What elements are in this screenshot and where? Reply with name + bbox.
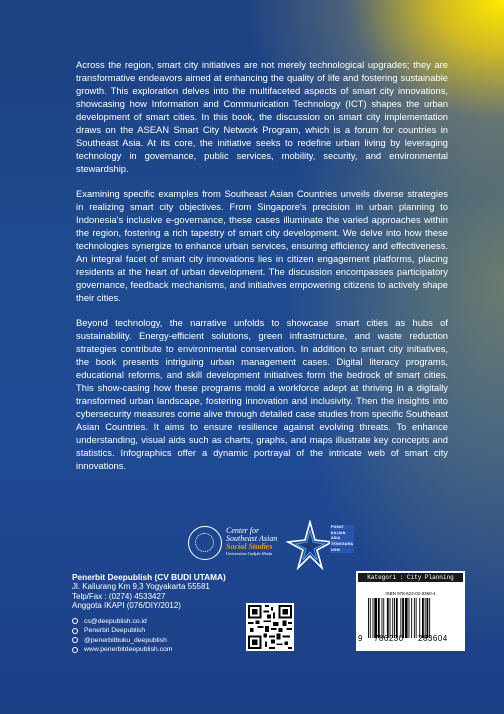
- synopsis-paragraph-3: Beyond technology, the narrative unfolds to showcase smart cities as hubs of sustainability. Energy-efficient solutions, green infrastructure, and waste reduction strategies contribute to environmental conservation. In addition to smart city initiatives, the book presents intriguing urban management cases. Digital literacy programs, educational reforms, and skill development initiatives form the bedrock of smart cities. This show-casing how these programs mold a workforce adept at thriving in a digitally transformed urban landscape, fostering innovation and inclusivity. Then the insights into cybersecurity measures come alive through detailed case studies from specific Southeast Asian Countries. It aims to ensure resilience against evolving threats. To enhance understanding, visual aids such as charts, graphs, and maps illustrate key concepts and statistics. Infographics offer a dynamic portrayal of the intricate web of smart city innovations.: [76, 317, 448, 471]
- barcode-digits-left: 786230: [374, 634, 404, 643]
- ugm-seal-icon: [188, 526, 222, 560]
- star-line-1: PUSAT: [330, 525, 354, 530]
- publisher-phone: Telp/Fax : (0274) 4533427: [72, 591, 166, 601]
- star-emblem-icon: [286, 520, 334, 570]
- contact-facebook[interactable]: [72, 626, 226, 636]
- back-cover-synopsis: [76, 58, 448, 484]
- csas-logo: [186, 522, 282, 562]
- contact-email-text: cs@deepublish.co.id: [84, 617, 147, 625]
- pusat-kajian-logo: [286, 520, 376, 570]
- csas-subline: Universitas Gadjah Mada: [226, 551, 272, 556]
- synopsis-paragraph-2: Examining specific examples from Southeast Asian Countries unveils diverse strategies in realizing smart city objectives. From Singapore's precision in urban planning to Indonesia's inclusive e-governance, these cases illuminate the varied approaches within the region, fostering a rich tapestry of smart city development. We delve into how these technologies synergize to enhance urban services, ensuring efficiency and effectiveness. An integral facet of smart city innovations lies in citizen engagement platforms, placing residents at the heart of urban development. The discussion encompasses participatory governance, feedback mechanisms, and initiatives empowering citizens to actively shape their cities.: [76, 188, 448, 303]
- email-icon: [72, 618, 78, 624]
- contact-instagram-text: @penerbitbuku_deepublish: [84, 636, 167, 644]
- publisher-name: Penerbit Deepublish (CV BUDI UTAMA): [72, 572, 226, 582]
- publisher-membership: Anggota IKAPI (076/DIY/2012): [72, 601, 181, 610]
- star-line-5: UGM: [330, 548, 354, 553]
- csas-line-2: Southeast Asian: [226, 534, 278, 543]
- globe-icon: [72, 647, 78, 653]
- synopsis-paragraph-1: Across the region, smart city initiatives are not merely technological upgrades; they are transformative endeavors aimed at enhancing the quality of life and fostering sustainable growth. This exploration delves into the multifaceted aspects of smart city innovations, showcasing how Information and Communication Technology (ICT) shapes the urban development of smart cities. In this book, the discussion on smart city implementation draws on the ASEAN Smart City Network Program, which is a forum for countries in Southeast Asia. At its core, the initiative seeks to redefine urban living by leveraging technology in governance, public services, mobility, security, and environmental stewardship.: [76, 59, 448, 174]
- barcode-first-digit: 9: [358, 634, 363, 643]
- facebook-icon: [72, 628, 78, 634]
- partner-logos: [186, 520, 376, 570]
- barcode-icon: [368, 598, 454, 638]
- star-line-2: KAJIAN: [330, 531, 354, 536]
- contact-facebook-text: Penerbit Deepublish: [84, 627, 146, 634]
- publisher-address: Jl. Kaliurang Km 9,3 Yogyakarta 55581: [72, 582, 210, 591]
- publisher-contacts: [72, 617, 226, 655]
- qr-code-icon[interactable]: [246, 603, 294, 651]
- publisher-info: [72, 572, 226, 655]
- isbn-barcode-panel: [356, 571, 465, 651]
- contact-website[interactable]: [72, 645, 226, 655]
- contact-website-text: www.penerbitdeepublish.com: [84, 646, 173, 653]
- isbn-number: ISBN 978-623-02-8360-4: [385, 591, 436, 596]
- contact-email[interactable]: [72, 617, 226, 627]
- csas-line-1: Center for: [226, 526, 260, 535]
- star-line-4: TENGGARA: [331, 542, 354, 547]
- contact-instagram[interactable]: [72, 636, 226, 646]
- pusat-kajian-text: [330, 525, 354, 554]
- book-category-label: Kategori : City Planning: [358, 573, 463, 582]
- barcode-digits-right: 283604: [418, 634, 448, 643]
- star-line-3: ASIA: [330, 536, 354, 541]
- csas-line-3: Social Studies: [226, 542, 273, 551]
- instagram-icon: [72, 637, 78, 643]
